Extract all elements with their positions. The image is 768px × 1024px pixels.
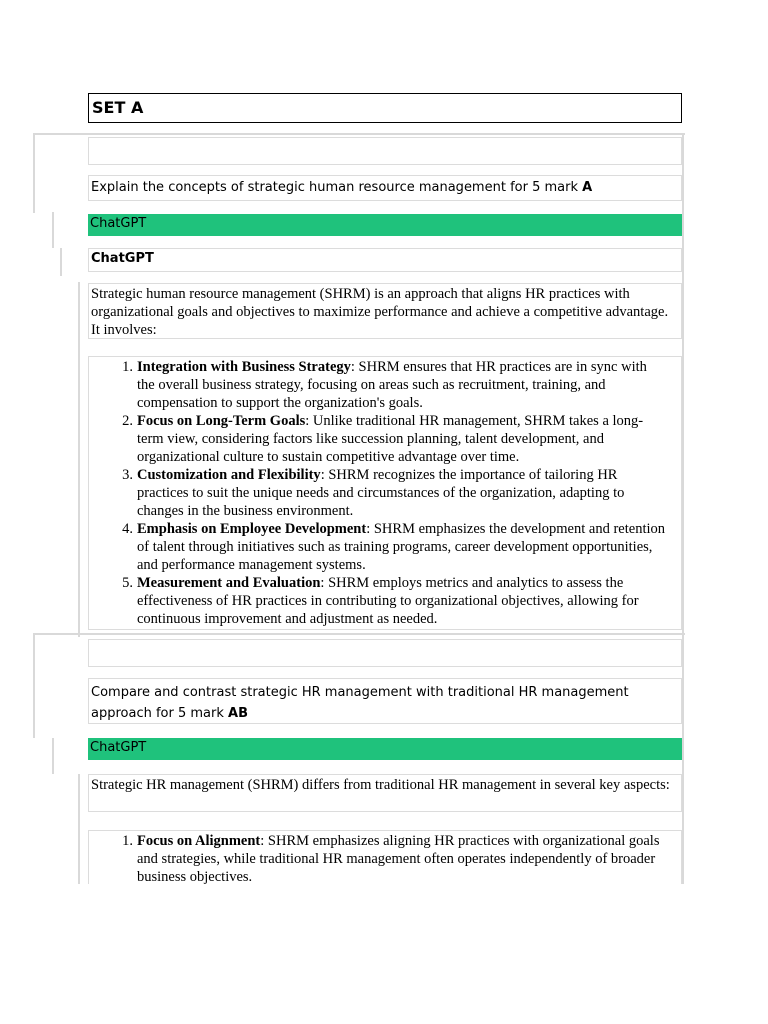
answer-2-intro-box [88,774,682,812]
list-number: 2. [122,413,133,429]
list-number: 1. [122,833,133,849]
list-item-title: Measurement and Evaluation [137,575,321,591]
list-item [122,832,667,886]
question-1-mark: A [582,180,593,195]
gutter-line [682,133,684,633]
question-1-box [88,175,682,201]
chatgpt-heading-box [88,248,682,272]
gutter-line [52,212,54,248]
gutter-line [52,738,54,774]
empty-cell [88,137,682,165]
answer-2-list [122,832,667,886]
list-item-text: : SHRM emphasizes the development and retention of talent through initiatives such as training programs, career development opportunities, and performance management systems. [137,521,665,573]
list-item [122,574,667,628]
question-2-mark: AB [228,706,249,721]
list-item-text: : SHRM recognizes the importance of tailoring HR practices to suit the unique needs and circumstances of the organization, adapting to changes in the business environment. [137,467,625,519]
gutter-line [60,248,62,276]
question-1-text: Explain the concepts of strategic human resource management for 5 mark [91,180,578,195]
list-item-text: : SHRM employs metrics and analytics to assess the effectiveness of HR practices in contributing to organizational objectives, allowing for continuous improvement and adjustment as needed. [137,575,639,627]
list-item [122,520,667,574]
chatgpt-bar-label: ChatGPT [90,216,147,231]
gutter-line [33,633,35,738]
list-item [122,412,667,466]
answer-1-list [122,358,667,628]
gutter-line [78,282,80,637]
list-item-text: : SHRM emphasizes aligning HR practices with organizational goals and strategies, while traditional HR management often operates independently of broader business objectives. [137,833,660,885]
chatgpt-heading: ChatGPT [91,251,154,266]
list-item-title: Focus on Alignment [137,833,261,849]
chatgpt-bar [88,214,682,236]
gutter-line [33,133,685,135]
chatgpt-bar-label: ChatGPT [90,740,147,755]
list-item-title: Customization and Flexibility [137,467,321,483]
answer-2-intro: Strategic HR management (SHRM) differs from traditional HR management in several key aspects: [91,777,670,793]
gutter-line [682,633,684,884]
answer-2-list-box [88,830,682,884]
question-2-box [88,678,682,724]
list-number: 1. [122,359,133,375]
list-item-text: : Unlike traditional HR management, SHRM takes a long-term view, considering factors like succession planning, talent development, and organizational culture to sustain competitive advantage over time. [137,413,644,465]
list-item-title: Emphasis on Employee Development [137,521,367,537]
answer-1-intro-box [88,283,682,339]
list-item-title: Integration with Business Strategy [137,359,351,375]
question-2-text: Compare and contrast strategic HR management with traditional HR management approach for 5 mark [91,685,629,721]
list-item [122,466,667,520]
answer-1-list-box [88,356,682,630]
empty-cell [88,639,682,667]
list-number: 4. [122,521,133,537]
list-number: 3. [122,467,133,483]
list-item [122,358,667,412]
gutter-line [78,774,80,884]
list-item-title: Focus on Long-Term Goals [137,413,306,429]
set-title: SET A [92,98,144,117]
answer-1-intro: Strategic human resource management (SHRM) is an approach that aligns HR practices with organizational goals and objectives to maximize performance and achieve a competitive advantage. It involves: [91,286,669,338]
list-number: 5. [122,575,133,591]
list-item-text: : SHRM ensures that HR practices are in sync with the overall business strategy, focusing on areas such as recruitment, training, and compensation to support the organization's goals. [137,359,647,411]
set-title-box [88,93,682,123]
chatgpt-bar [88,738,682,760]
gutter-line [33,133,35,213]
gutter-line [33,633,685,635]
